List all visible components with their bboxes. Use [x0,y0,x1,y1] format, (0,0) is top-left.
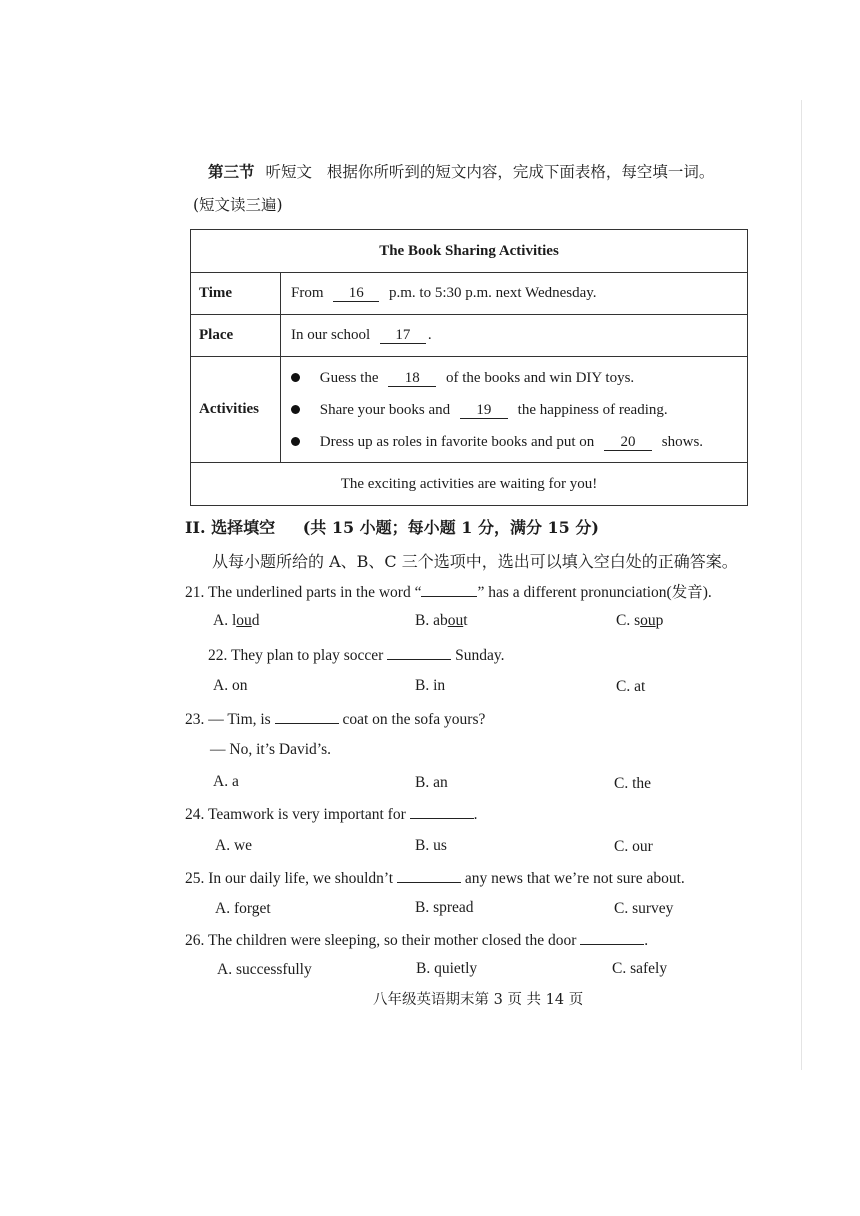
act1-post-text: of the books and win DIY toys. [446,369,635,386]
blank-17[interactable]: 17 [380,327,426,344]
q24-option-a[interactable]: A. we [215,837,253,854]
part2-score: (共 15 小题；每小题 1 分，满分 15 分) [302,518,599,537]
q23-stem-post: coat on the sofa yours? [342,711,486,728]
q23-option-c[interactable]: C. the [614,775,652,792]
act2-post-text: the happiness of reading. [517,401,668,418]
q25-stem-post: any news that we’re not sure about. [464,870,685,887]
activities-row [191,357,748,463]
q23-blank[interactable] [275,709,339,724]
q25-option-c[interactable]: C. survey [614,900,674,917]
question-24 [185,804,478,824]
place-label: Place [191,315,281,357]
q24-stem-pre: 24. Teamwork is very important for [185,806,406,823]
activity-item [291,362,747,394]
activities-cell [281,357,748,463]
q23-reply: — No, it’s David’s. [210,741,331,758]
question-23 [185,709,485,729]
q21-stem-pre: 21. The underlined parts in the word “ [185,584,422,601]
activity-item [291,426,747,458]
time-pre-text: From [291,285,324,301]
q22-stem-pre: 22. They plan to play soccer [208,647,384,664]
q24-blank[interactable] [410,804,474,819]
q26-stem-post: . [644,932,649,949]
q21-option-b[interactable]: B. about [415,612,468,629]
section-note: (短文读三遍) [193,196,283,214]
q26-blank[interactable] [580,930,644,945]
q23-option-b[interactable]: B. an [415,774,448,791]
q26-option-c[interactable]: C. safely [612,960,668,977]
blank-19[interactable]: 19 [460,402,508,419]
activity-item [291,394,747,426]
time-post-text: p.m. to 5:30 p.m. next Wednesday. [389,285,597,301]
q26-option-b[interactable]: B. quietly [416,960,478,977]
place-pre-text: In our school [291,327,371,343]
part2-instruction: 从每小题所给的 A、B、C 三个选项中，选出可以填入空白处的正确答案。 [212,552,738,571]
blank-16[interactable]: 16 [333,285,379,302]
blank-20[interactable]: 20 [604,434,652,451]
q22-option-a[interactable]: A. on [213,677,248,694]
question-26 [185,930,648,950]
section-heading [208,160,714,182]
q24-option-c[interactable]: C. our [614,838,653,855]
table-title: The Book Sharing Activities [191,230,748,273]
q22-option-b[interactable]: B. in [415,677,446,694]
page-edge-line [801,100,802,1070]
bullet-icon [291,373,300,382]
q21-blank[interactable] [421,582,477,597]
act1-pre-text: Guess the [319,369,379,386]
section-instruction: 根据你所听到的短文内容，完成下面表格，每空填一词。 [326,163,715,181]
bullet-icon [291,437,300,446]
q25-stem-pre: 25. In our daily life, we shouldn’t [185,870,394,887]
q22-stem-post: Sunday. [455,647,505,664]
question-21 [185,580,712,602]
time-label: Time [191,273,281,315]
question-25 [185,868,685,888]
act2-pre-text: Share your books and [319,401,451,418]
place-post-text: . [427,327,432,343]
book-sharing-table [190,229,748,506]
q26-option-a[interactable]: A. successfully [217,961,312,978]
activities-label: Activities [191,357,281,463]
q23-stem-pre: 23. — Tim, is [185,711,271,728]
question-22 [208,645,504,665]
bullet-icon [291,405,300,414]
q22-option-c[interactable]: C. at [616,678,646,695]
q23-option-a[interactable]: A. a [213,773,239,790]
q24-stem-post: . [473,806,478,823]
q25-option-b[interactable]: B. spread [415,899,474,916]
q22-blank[interactable] [387,645,451,660]
q21-option-c[interactable]: C. soup [616,612,664,629]
page-footer: 八年级英语期末第 3 页 共 14 页 [373,992,584,1008]
section-title: 第三节 [208,162,255,181]
place-row [191,315,748,357]
time-row [191,273,748,315]
q25-blank[interactable] [397,868,461,883]
q24-option-b[interactable]: B. us [415,837,447,854]
act3-pre-text: Dress up as roles in favorite books and put on [319,433,595,450]
q25-option-a[interactable]: A. forget [215,900,271,917]
act3-post-text: shows. [661,433,704,450]
q21-stem-post: ” has a different pronunciation(发音). [477,584,712,601]
table-footer: The exciting activities are waiting for you! [191,463,748,506]
blank-18[interactable]: 18 [388,370,436,387]
part2-heading [185,515,599,538]
section-subtitle: 听短文 [265,163,312,181]
q26-stem-pre: 26. The children were sleeping, so their mother closed the door [185,932,577,949]
part2-title: II. 选择填空 [185,518,276,537]
q21-option-a[interactable]: A. loud [213,612,260,629]
time-cell [281,273,748,315]
place-cell [281,315,748,357]
